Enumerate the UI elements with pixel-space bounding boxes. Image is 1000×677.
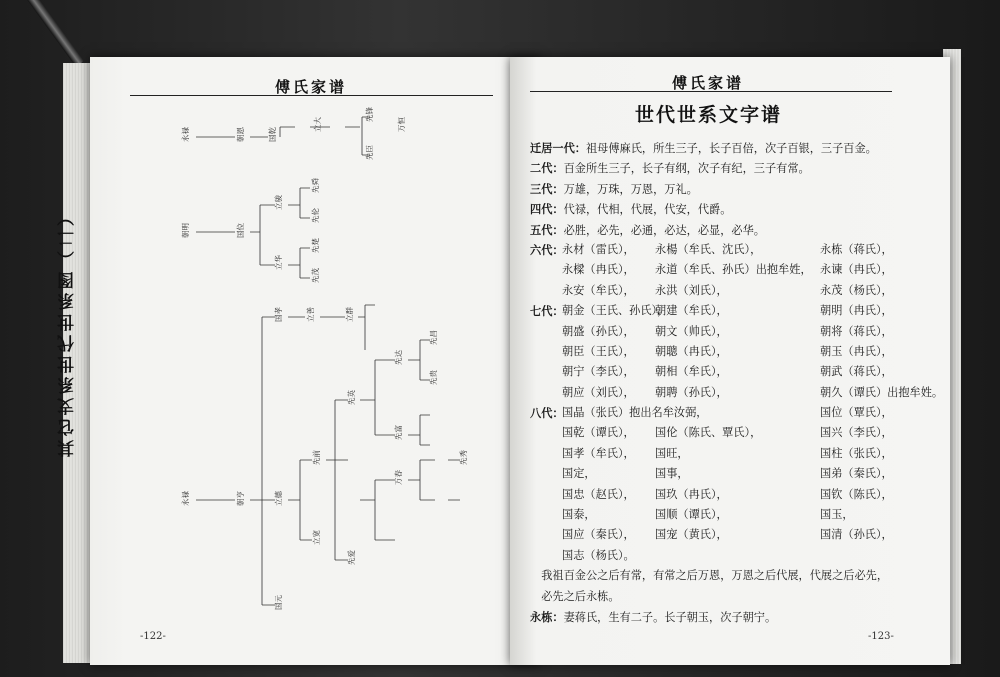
text-line [530,322,900,342]
text-line [530,485,900,505]
name-entry: 朝臣（王氏）， [562,344,635,358]
text-line [530,362,900,382]
text-line [530,444,900,464]
tree-node: 先舜 [311,178,320,193]
tree-node: 先锋 [365,107,374,122]
name-entry: 永材（雷氏）， [562,242,635,256]
name-entry: 国钦（陈氏）， [820,487,893,501]
name-entry: 国忠（赵氏）， [562,487,635,501]
text-line [530,240,900,260]
name-entry: 朝将（蒋氏）， [820,324,893,338]
tree-node: 立群 [345,307,354,322]
tree-node: 立善 [306,307,315,322]
name-entry: 国玖（冉氏）， [655,487,728,501]
tree-node: 朝恩 [236,127,245,142]
right-header-rule [530,91,892,92]
text-line [530,301,900,321]
generation-label: 八代： [530,406,564,421]
tree-node: 朝明 [181,223,190,238]
generation-label: 三代： [530,181,564,196]
text-line [530,158,900,178]
text-line [530,587,900,607]
line-text: 万雄，万珠，万恩，万礼。 [563,182,698,196]
line-text: 祖母傅麻氏，所生三子，长子百倍，次子百银，三子百金。 [585,142,877,155]
generation-label: 六代： [530,242,564,257]
name-entry: 国弟（秦氏）， [820,467,893,481]
name-entry: 朝相（牟氏）， [655,365,728,379]
tree-node: 永禄 [181,491,190,506]
name-entry: 国伦（陈氏、覃氏）， [655,426,762,440]
tree-node: 先前 [312,450,321,465]
text-line [530,138,900,158]
name-entry: 永樑（冉氏）， [562,263,635,277]
line-text: 必先之后永栋。 [530,589,620,603]
name-entry: 永栋（蒋氏）， [820,242,893,256]
line-text: 我祖百金公之后有常，有常之后万恩，万恩之后代展，代展之后必先， [530,569,889,583]
text-line [530,546,900,566]
name-entry: 永楊（牟氏、沈氏）， [655,242,762,256]
name-entry: 永安（牟氏）， [562,283,635,297]
tree-node: 朝亨 [236,491,245,506]
tree-node: 先英 [347,390,356,405]
text-line [530,383,944,403]
generation-label: 迁居一代： [530,141,586,155]
name-entry: 朝宁（李氏）， [562,365,635,379]
generation-label: 四代： [530,202,564,217]
tree-node: 先爱 [347,550,356,565]
name-entry: 国志（杨氏）。 [562,548,635,562]
name-entry: 朝明（冉氏）， [820,304,893,318]
text-line [530,179,900,199]
tree-node: 立骏 [274,195,283,210]
generation-label: 永栋： [530,609,564,624]
text-line [530,464,900,484]
tree-node: 国孝 [274,307,283,322]
name-entry: 国宠（黄氏）， [655,528,728,542]
tree-node: 立德 [274,491,283,506]
name-entry: 国清（孙氏）， [820,528,893,542]
text-line [530,505,900,525]
name-entry: 国玉， [820,508,854,522]
name-entry: 国位（覃氏）， [820,406,893,420]
tree-node: 先富 [394,425,403,440]
tree-node: 先楚 [311,238,320,253]
name-entry: 国顺（谭氏）， [655,508,728,522]
text-line [530,220,900,240]
name-entry: 朝金（王氏、孙氏）， [562,304,669,318]
name-entry: 国乾（谭氏）， [562,426,635,440]
family-tree-diagram [150,60,470,620]
text-line [530,281,900,301]
name-entry: 国孝（牟氏）， [562,446,635,460]
tree-node: 先秀 [459,450,468,465]
text-line [530,423,900,443]
text-line [530,525,900,545]
name-entry: 国事， [655,467,689,481]
name-entry: 朝聰（冉氏）， [655,344,728,358]
right-page-title: 世代世系文字谱 [635,104,783,126]
name-entry: 国定， [562,467,596,481]
name-entry: 朝久（谭氏）出抱牟姓。 [820,385,944,399]
generation-label: 五代： [530,222,564,237]
text-line [530,260,900,280]
name-entry: 永洪（刘氏）， [655,283,728,297]
generation-label: 二代： [530,161,564,176]
tree-node: 先达 [394,350,403,365]
left-page-number: -122- [140,631,166,642]
tree-node: 立宽 [312,530,321,545]
name-entry: 国泰， [562,508,596,522]
tree-node: 先昌 [429,330,438,345]
left-page-title: 其它支系世代世系图（二） [58,205,78,457]
name-entry: 永谏（冉氏）， [820,263,893,277]
tree-node: 国乾 [268,127,277,142]
tree-node: 国元 [274,595,283,610]
line-text: 百金所生三子，长子有纲，次子有纪，三子有常。 [563,162,810,176]
name-entry: 朝建（牟氏）， [655,304,728,318]
tree-node: 永禄 [181,127,190,142]
tree-node: 先臣 [365,145,374,160]
name-entry: 朝盛（孙氏）， [562,324,635,338]
name-entry: 朝武（蒋氏）， [820,365,893,379]
name-entry: 国晶（张氏）抱出名牟汝弼， [562,406,708,420]
name-entry: 朝聘（孙氏）， [655,385,728,399]
text-line [530,342,900,362]
genealogy-text [530,138,944,627]
tree-node: 立华 [274,255,283,270]
name-entry: 国柱（张氏）， [820,446,893,460]
tree-node: 先贵 [429,370,438,385]
name-entry: 朝文（帅氏）， [655,324,728,338]
generation-label: 七代： [530,304,564,319]
name-entry: 永茂（杨氏）， [820,283,893,297]
name-entry: 朝应（刘氏）， [562,385,635,399]
text-line [530,199,900,219]
name-entry: 国应（秦氏）， [562,528,635,542]
line-text: 必胜，必先，必通，必达，必显，必华。 [563,223,765,237]
tree-node: 立大 [313,117,322,132]
tree-node: 先茂 [311,268,320,283]
text-line [530,403,900,423]
name-entry: 朝玉（冉氏）， [820,344,893,358]
right-page-number: -123- [868,631,894,642]
name-entry: 国旺， [655,446,689,460]
left-page-header: 傅氏家谱 [275,78,348,96]
tree-node: 万春 [394,470,403,485]
tree-node: 万恒 [397,117,406,132]
line-text: 妻蒋氏，生有二子。长子朝玉，次子朝宁。 [563,610,777,624]
right-page-header: 傅氏家谱 [672,74,745,92]
text-line [530,607,900,627]
text-line [530,566,900,586]
line-text: 代禄，代相，代展，代安，代爵。 [563,203,732,217]
name-entry: 国兴（李氏）， [820,426,893,440]
tree-node: 先伦 [311,208,320,223]
name-entry: 永道（牟氏、孙氏）出抱牟姓， [655,263,812,277]
tree-node: 国位 [236,223,245,238]
